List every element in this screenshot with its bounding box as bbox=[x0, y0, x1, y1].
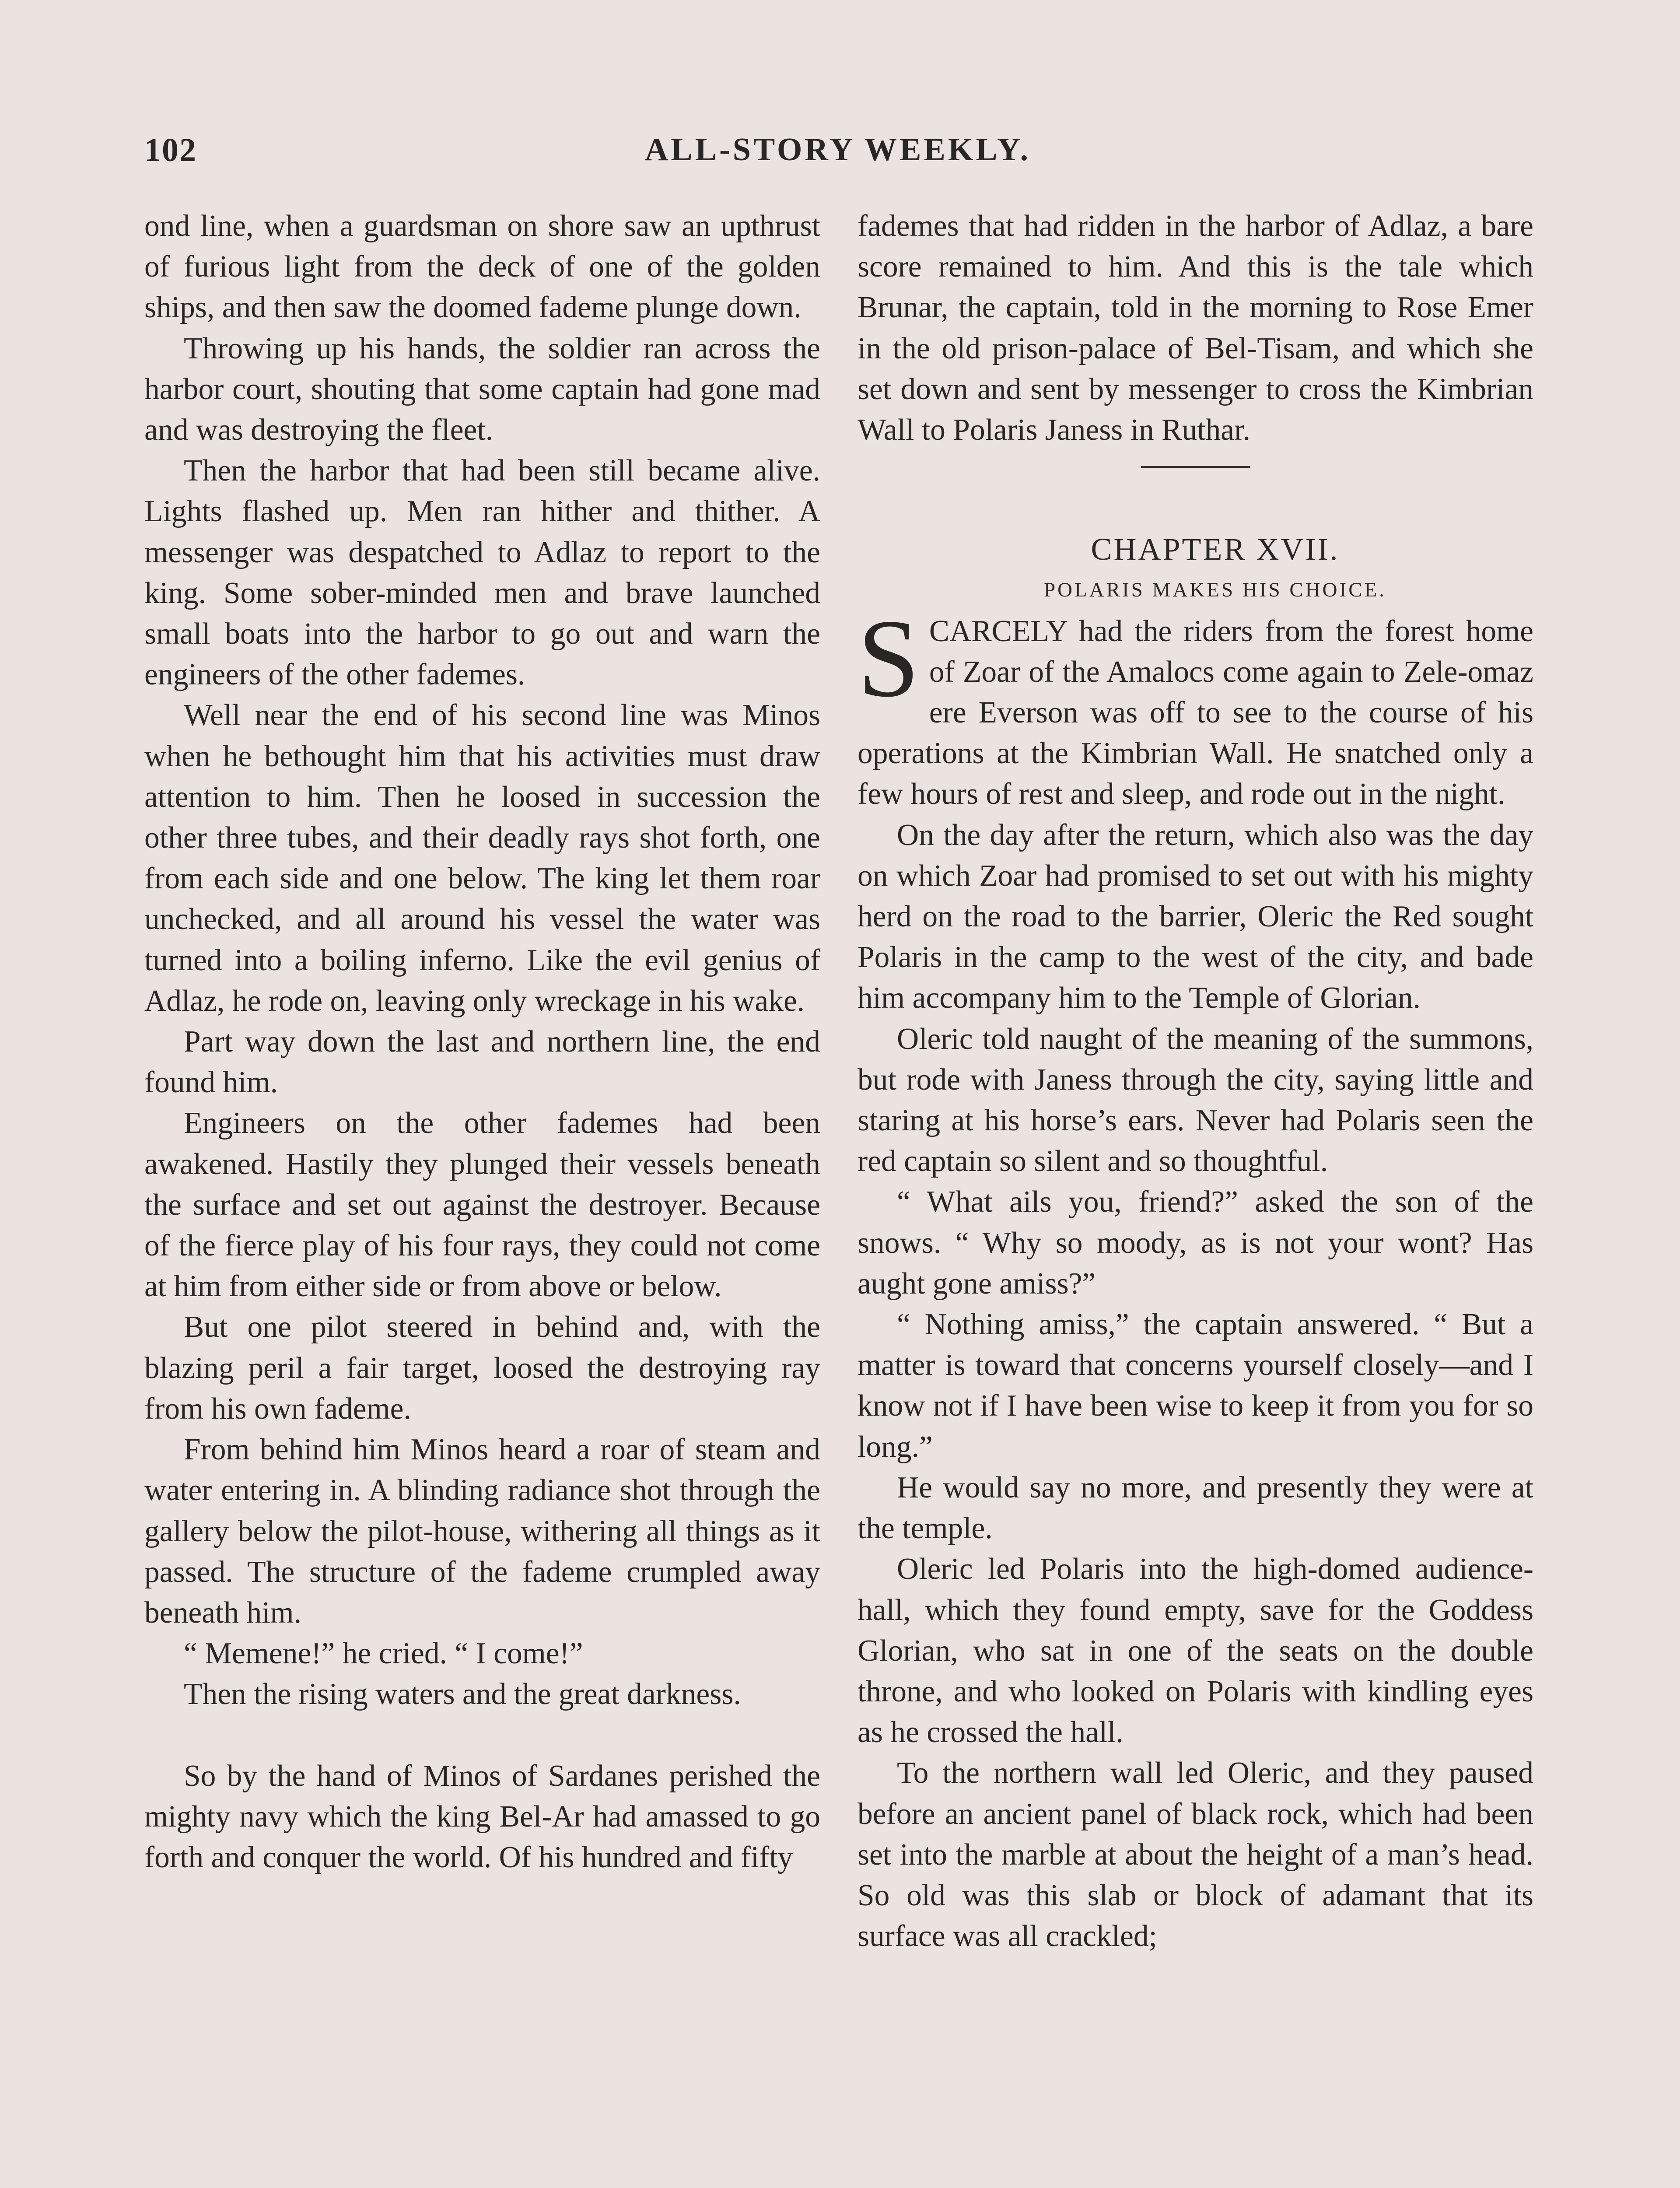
paragraph: But one pilot steered in behind and, with the blazing peril a fair target, loosed the destroying ray from his own fademe. bbox=[144, 1310, 820, 1426]
paragraph-dropcap bbox=[858, 596, 1533, 815]
paragraph: “ Memene!” he cried. “ I come!” bbox=[184, 1637, 583, 1671]
right-column bbox=[858, 206, 1533, 1957]
paragraph: Oleric led Polaris into the high-domed audience-hall, which they found empty, save for the Goddess Glorian, who sat in one of the seats on the double throne, and who looked on Polaris with kindling eyes as he crossed the hall. bbox=[858, 1552, 1533, 1750]
paragraph: Throwing up his hands, the soldier ran across the harbor court, shouting that some captain had gone mad and was destroying the fleet. bbox=[144, 331, 820, 447]
section-break bbox=[144, 1715, 820, 1756]
paragraph: On the day after the return, which also was the day on which Zoar had promised to set out with his mighty herd on the road to the barrier, Oleric the Red sought Polaris in the camp to the west of the city, and bade him accompany him to the Temple of Glorian. bbox=[858, 818, 1533, 1015]
chapter-subtitle: POLARIS MAKES HIS CHOICE. bbox=[1043, 579, 1387, 602]
paragraph: Then the rising waters and the great darkness. bbox=[184, 1677, 741, 1711]
paragraph-text: CARCELY had the riders from the forest home of Zoar of the Amalocs come again to Zele-omaz ere Everson was off to see to the course of his operations at the Kimbrian Wall. He snatched only a few hours of rest and sleep, and rode out in the night. bbox=[858, 614, 1533, 811]
paragraph: “ What ails you, friend?” asked the son of the snows. “ Why so moody, as is not your wont? Has aught gone amiss?” bbox=[858, 1185, 1533, 1301]
paragraph: To the northern wall led Oleric, and they paused before an ancient panel of black rock, which had been set into the marble at about the height of a man’s head. So old was this slab or block of adamant that its surface was all crackled; bbox=[858, 1756, 1533, 1953]
left-column bbox=[144, 206, 820, 1878]
chapter-title: CHAPTER XVII. bbox=[1091, 532, 1340, 567]
paragraph: Engineers on the other fademes had been awakened. Hastily they plunged their vessels beneath the surface and set out against the destroyer. Because of the fierce play of his four rays, they could not come at him from either side or from above or below. bbox=[144, 1106, 820, 1304]
paragraph: fademes that had ridden in the harbor of Adlaz, a bare score remained to him. And this is the tale which Brunar, the captain, told in the morning to Rose Emer in the old prison-palace of Bel-Tisam, and which she set down and sent by messenger to cross the Kimbrian Wall to Polaris Janess in Ruthar. bbox=[858, 209, 1533, 447]
paragraph: From behind him Minos heard a roar of steam and water entering in. A blinding radiance shot through the gallery below the pilot-house, withering all things as it passed. The structure of the fademe crumpled away beneath him. bbox=[144, 1433, 820, 1630]
paragraph: He would say no more, and presently they were at the temple. bbox=[858, 1470, 1533, 1546]
paragraph: So by the hand of Minos of Sardanes perished the mighty navy which the king Bel-Ar had amassed to go forth and conquer the world. Of his hundred and fifty bbox=[144, 1759, 820, 1874]
paragraph: Oleric told naught of the meaning of the summons, but rode with Janess through the city, saying little and staring at his horse’s ears. Never had Polaris seen the red captain so silent and so thoughtful. bbox=[858, 1022, 1533, 1178]
paragraph: “ Nothing amiss,” the captain answered. “ But a matter is toward that concerns yourself closely—and I know not if I have been wise to keep it from you for so long.” bbox=[858, 1308, 1533, 1464]
paragraph: Then the harbor that had been still became alive. Lights flashed up. Men ran hither and thither. A messenger was despatched to Adlaz to report to the king. Some sober-minded men and brave launched small boats into the harbor to go out and warn the engineers of the other fademes. bbox=[144, 454, 820, 692]
page-header bbox=[144, 131, 1531, 179]
paragraph: ond line, when a guardsman on shore saw an upthrust of furious light from the deck of one of the golden ships, and then saw the doomed fademe plunge down. bbox=[144, 209, 820, 325]
running-head: ALL-STORY WEEKLY. bbox=[644, 132, 1031, 168]
section-divider bbox=[1141, 466, 1250, 468]
paragraph: Part way down the last and northern line, the end found him. bbox=[144, 1025, 820, 1100]
drop-cap: S bbox=[858, 596, 920, 720]
paragraph: Well near the end of his second line was Minos when he bethought him that his activities must draw attention to him. Then he loosed in succession the other three tubes, and their deadly rays shot forth, one from each side and one below. The king let them roar unchecked, and all around his vessel the water was turned into a boiling inferno. Like the evil genius of Adlaz, he rode on, leaving only wreckage in his wake. bbox=[144, 698, 820, 1018]
page-number: 102 bbox=[144, 132, 197, 168]
